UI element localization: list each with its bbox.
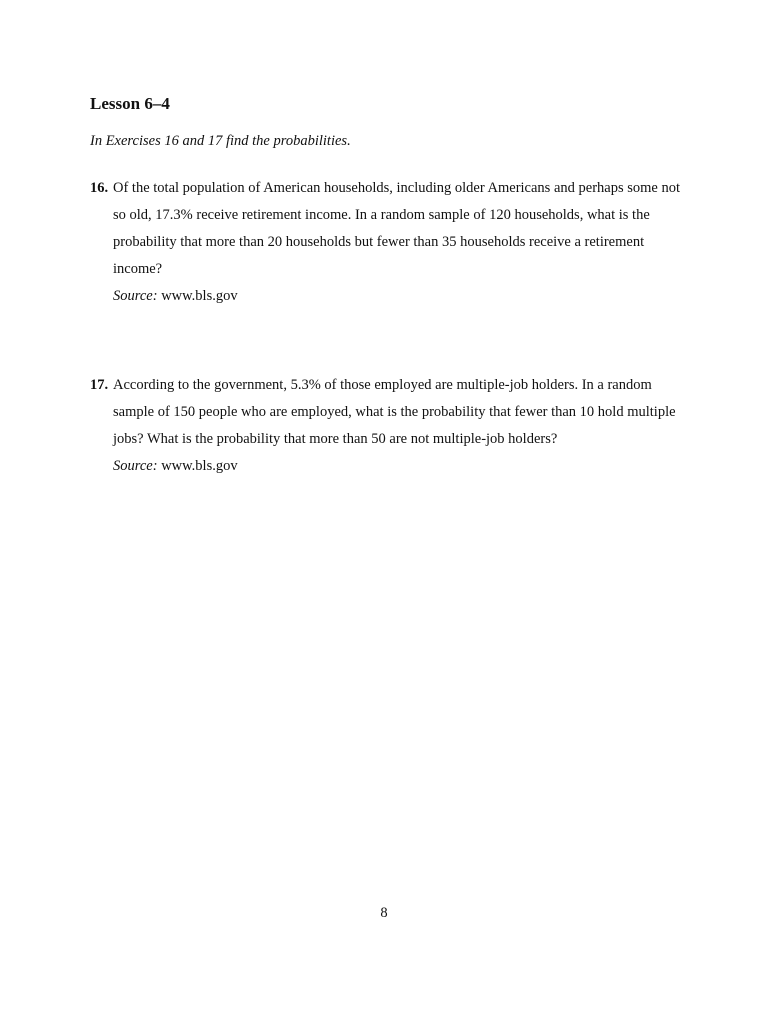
source-link: www.bls.gov <box>161 458 238 474</box>
exercise-16 <box>90 175 680 310</box>
exercise-source <box>113 283 680 310</box>
page-number: 8 <box>380 905 388 921</box>
exercise-text: According to the government, 5.3% of those employed are multiple-job holders. In a random sample of 150 people who are employed, what is the probability that fewer than 10 hold multiple jobs? What is the probability that more than 50 are not multiple-job holders? <box>113 377 676 447</box>
exercise-number: 16. <box>90 180 109 196</box>
exercise-text: Of the total population of American households, including older Americans and perhaps some not so old, 17.3% receive retirement income. In a random sample of 120 households, what is the probability that more than 20 households but fewer than 35 households receive a retirement income? <box>113 180 680 277</box>
source-label: Source: <box>113 458 158 474</box>
lesson-title: Lesson 6–4 <box>90 94 170 113</box>
exercise-source <box>113 453 680 480</box>
source-link: www.bls.gov <box>161 288 238 304</box>
exercise-instructions: In Exercises 16 and 17 find the probabilities. <box>90 133 351 149</box>
exercise-17 <box>90 372 680 480</box>
exercise-number: 17. <box>90 377 109 393</box>
source-label: Source: <box>113 288 158 304</box>
